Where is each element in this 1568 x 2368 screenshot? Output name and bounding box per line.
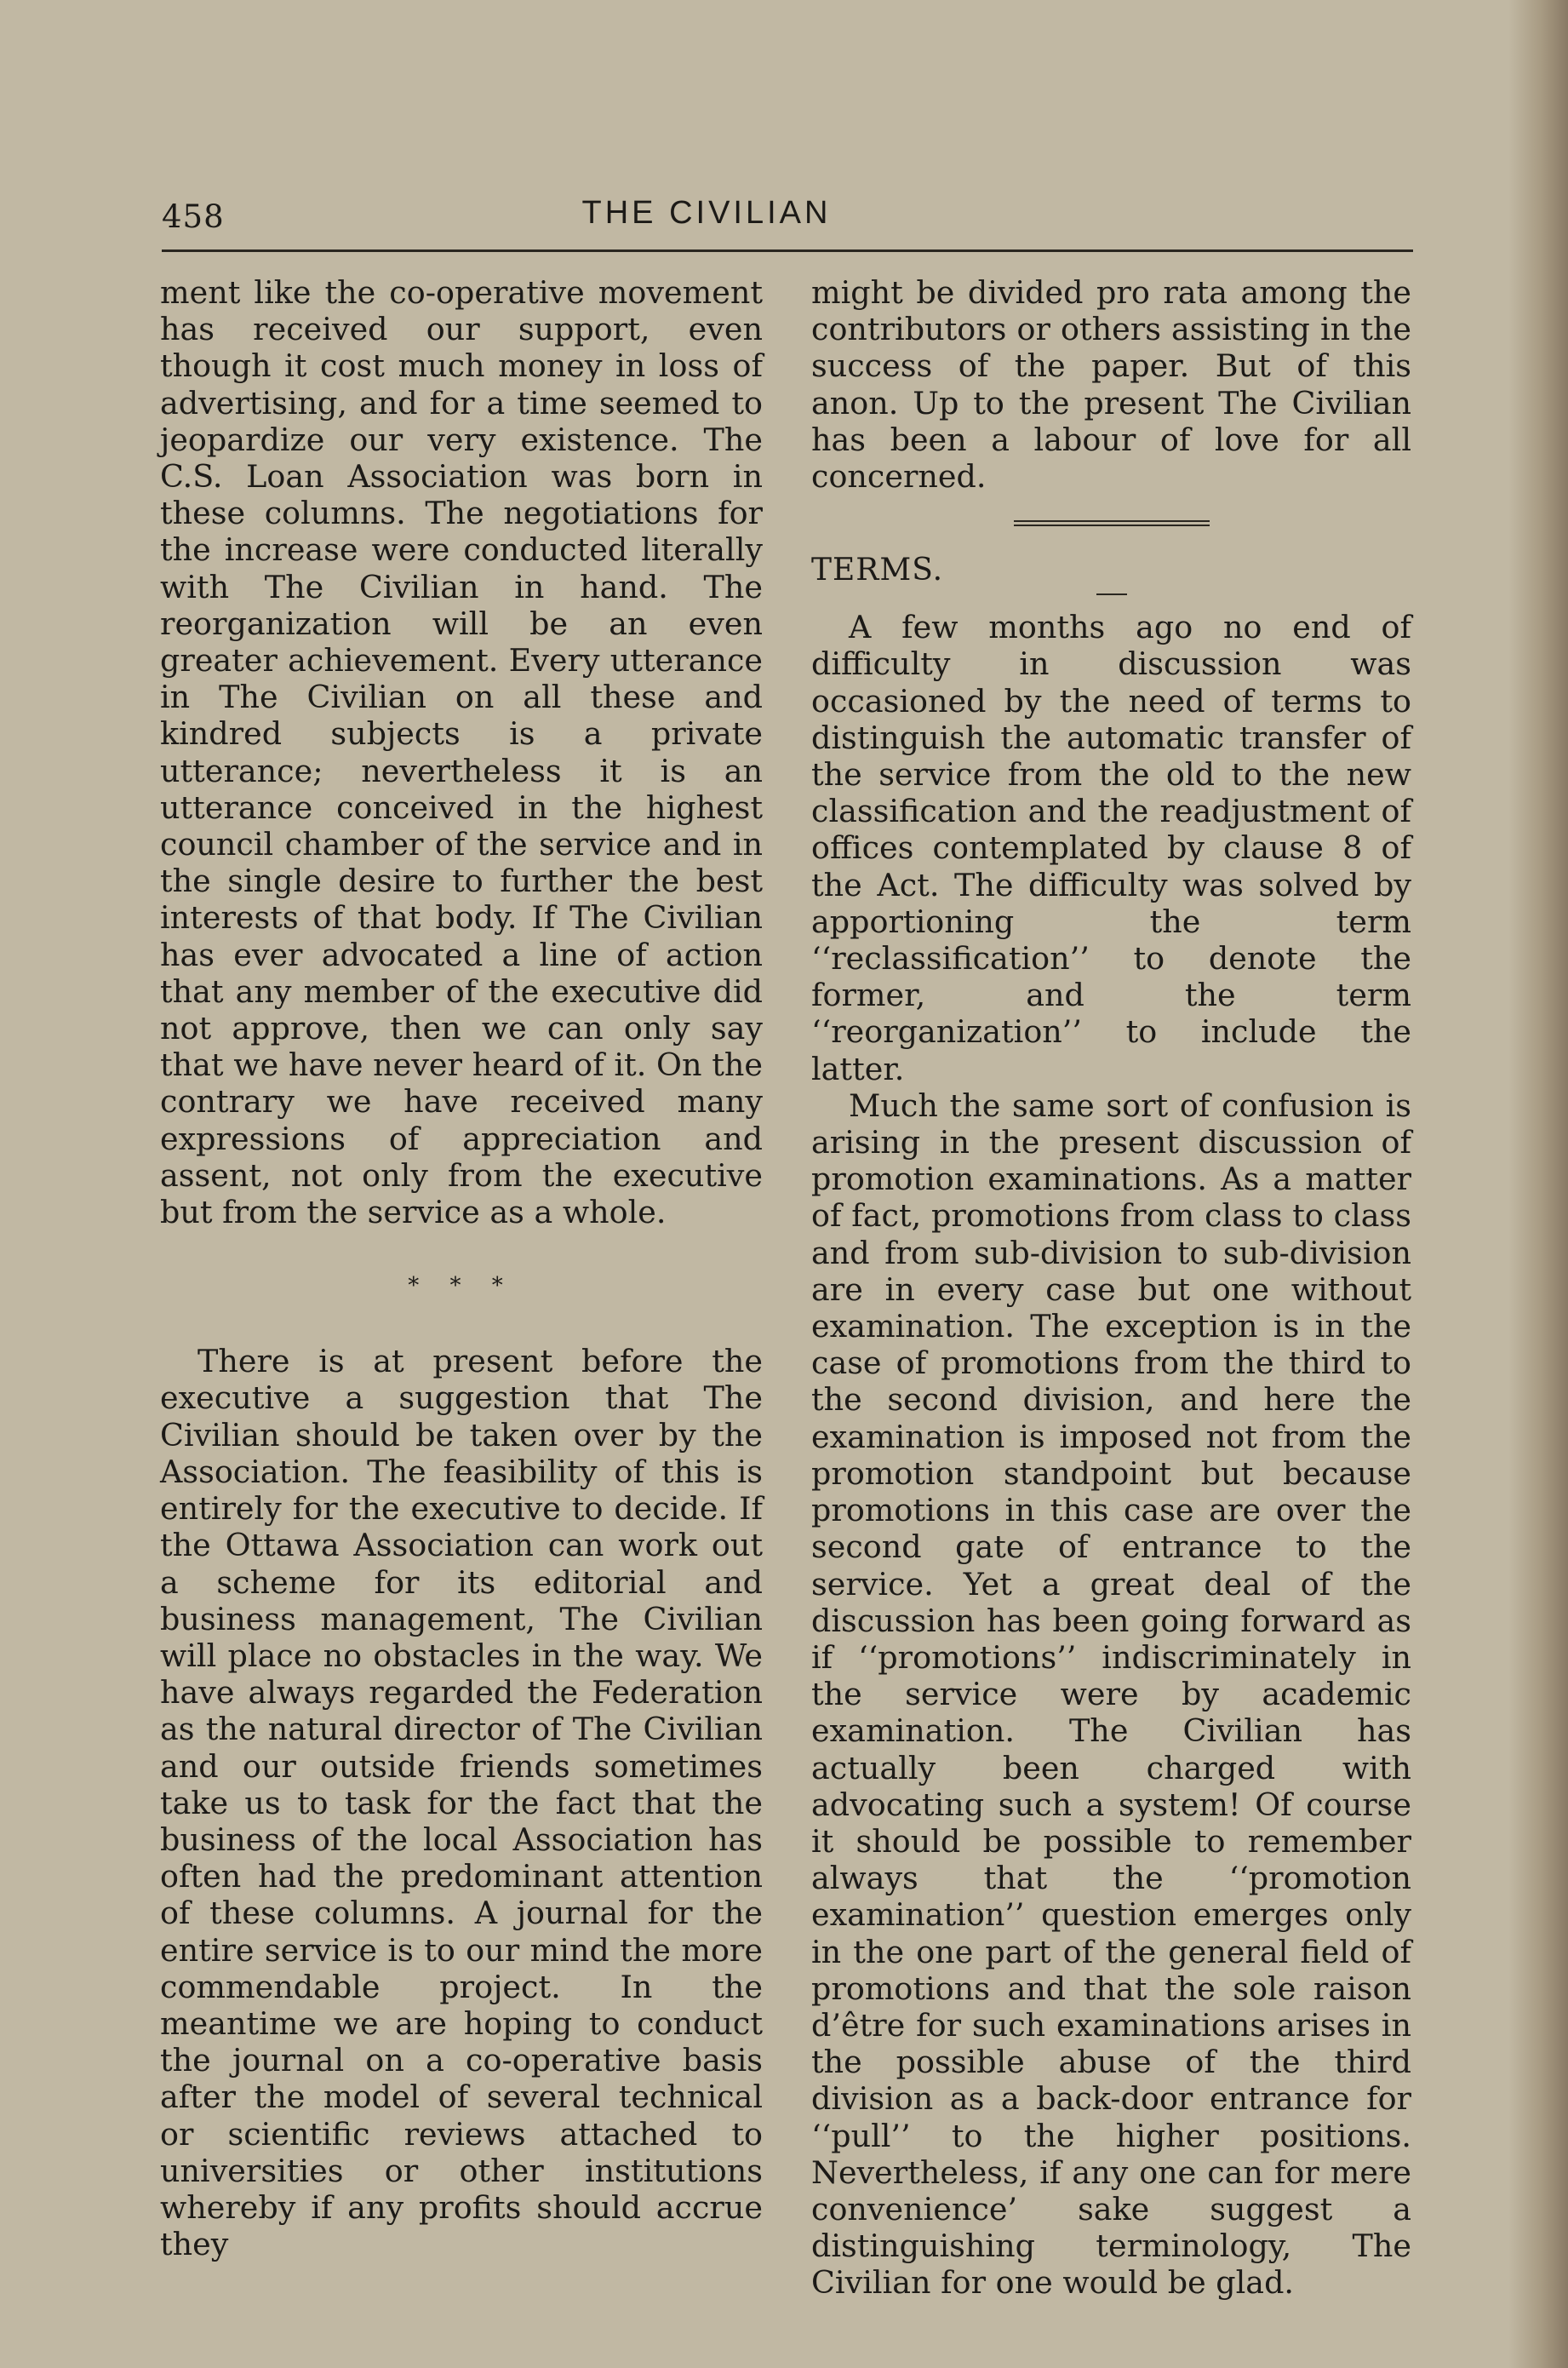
page-number: 458 [162, 198, 225, 235]
right-paragraph-2: A few months ago no end of difficulty in discussion was occasioned by the need of terms to distinguish the automatic transfer of the service from the old to the new classification and the readjustment of offices contemplated by clause 8 of the Act. The difficulty was solved by apportioning the term ‘‘reclassification’’ to denote the former, and the term ‘‘reorganization’’ to include the latter. [811, 609, 1411, 1087]
section-separator: * * * [408, 1273, 515, 1299]
page-edge-shadow [1508, 0, 1568, 2368]
left-paragraph-1: ment like the co-operative movement has received our support, even though it cost much money in loss of advertising, and for a time seemed to jeopardize our very existence. The C.S. Loan Association was born in these columns. The negotiations for the increase were conducted literally with The Civilian in hand. The reorganization will be an even greater achievement. Every utterance in The Civilian on all these and kindred subjects is a private utterance; nevertheless it is an utterance conceived in the highest council chamber of the service and in the single desire to further the best interests of that body. If The Civilian has ever advocated a line of action that any member of the executive did not approve, then we can only say that we have never heard of it. On the contrary we have received many expressions of appreciation and assent, not only from the executive but from the service as a whole. [160, 274, 763, 1231]
double-rule-divider [1014, 520, 1210, 526]
left-paragraph-2: There is at present before the executive a suggestion that The Civilian should be taken over by the Association. The feasibility of this is entirely for the executive to decide. If the Ottawa Association can work out a scheme for its editorial and business management, The Civilian will place no obstacles in the way. We have always regarded the Federation as the natural director of The Civilian and our outside friends sometimes take us to task for the fact that the business of the local Association has often had the predominant attention of these columns. A journal for the entire service is to our mind the more commendable project. In the meantime we are hoping to conduct the journal on a co-operative basis after the model of several technical or scientific reviews attached to universities or other institutions whereby if any profits should accrue they [160, 1343, 763, 2263]
journal-title: THE CIVILIAN [581, 195, 832, 231]
right-paragraph-3: Much the same sort of confusion is arising in the present discussion of promotion examinations. As a matter of fact, promotions from class to class and from sub-division to sub-division are in every case but one without examination. The exception is in the case of promotions from the third to the second division, and here the examination is imposed not from the promotion standpoint but because promotions in this case are over the second gate of entrance to the service. Yet a great deal of the discussion has been going forward as if ‘‘promotions’’ indiscriminately in the service were by academic examination. The Civilian has actually been charged with advocating such a system! Of course it should be possible to remember always that the ‘‘promotion examination’’ question emerges only in the one part of the general field of promotions and that the sole raison d’être for such examinations arises in the possible abuse of the third division as a back-door entrance for ‘‘pull’’ to the higher positions. Nevertheless, if any one can for mere convenience’ sake suggest a distinguishing terminology, The Civilian for one would be glad. [811, 1087, 1411, 2302]
section-heading-terms: TERMS. [811, 553, 944, 588]
page-header [162, 192, 1413, 243]
heading-dash [1096, 593, 1127, 595]
right-paragraph-1: might be divided pro rata among the contributors or others assisting in the success of the paper. But of this anon. Up to the present The Civilian has been a labour of love for all concerned. [811, 274, 1411, 496]
header-rule [162, 249, 1413, 252]
right-column [811, 274, 1411, 2302]
left-column [160, 274, 763, 2262]
